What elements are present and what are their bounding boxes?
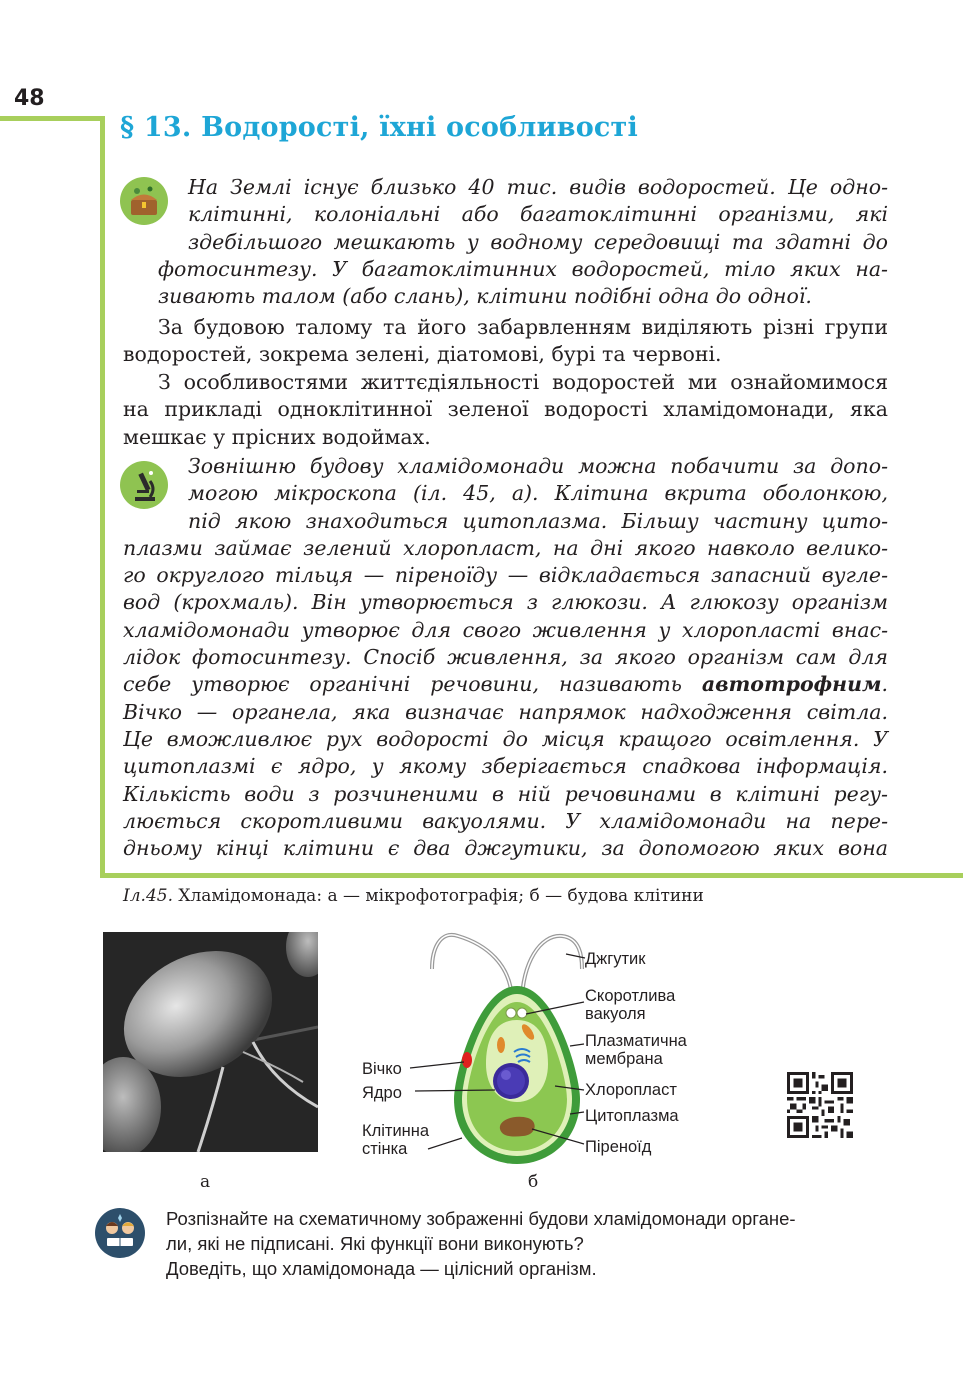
eyespot <box>462 1052 472 1068</box>
text-line: люється скоротливими вакуолями. У хламідомонади на пере- <box>123 808 888 833</box>
figure-number: Іл.45. <box>123 886 173 906</box>
text-line: плазми займає зелений хлоропласт, на дні якого навколо велико- <box>123 535 888 560</box>
text-line: За будовою талому та його забарвленням виділяють різні групи <box>158 315 888 339</box>
frame-left-rule <box>100 116 105 878</box>
text-line: го округлого тільця — піреноїду — відкладається запасний вугле- <box>123 563 888 588</box>
figure-caption-text: Хламідомонада: а — мікрофотографія; б — будова клітини <box>172 886 704 906</box>
text-line: на прикладі одноклітинної зеленої водорості хламідомонади, яка <box>123 397 888 422</box>
label-wall-2: стінка <box>362 1140 408 1158</box>
label-membrane-1: Плазматична <box>585 1032 687 1050</box>
groups-paragraph <box>123 314 888 369</box>
text-line: клітинні, колоніальні або багатоклітинні організми, які <box>188 202 888 227</box>
frame-bottom-rule <box>100 873 963 878</box>
cell-diagram <box>340 924 720 1173</box>
figure-caption <box>123 886 704 906</box>
text-line: зивають талом (або слань), клітини подібні одна до одної. <box>158 284 812 309</box>
label-membrane-2: мембрана <box>585 1050 663 1068</box>
label-eyespot: Вічко <box>362 1060 402 1078</box>
intro-paragraph <box>123 174 888 310</box>
label-chloroplast: Хлоропласт <box>585 1081 677 1099</box>
label-cytoplasm: Цитоплазма <box>585 1107 679 1125</box>
text-line: лідок фотосинтезу. Спосіб живлення, за якого організм сам для <box>123 645 888 670</box>
text-fragment: . <box>881 672 888 697</box>
micrograph-image <box>103 932 318 1152</box>
question-text <box>166 1206 896 1281</box>
text-line: дньому кінці клітини є два джгутики, за допомогою яких вона <box>123 836 888 861</box>
text-line: фотосинтезу. У багатоклітинних водоростей, тіло яких на- <box>158 256 888 281</box>
text-line: водоростей, зокрема зелені, діатомові, бурі та червоні. <box>123 342 722 367</box>
text-line-with-term <box>123 671 888 698</box>
label-vacuole-2: вакуоля <box>585 1005 646 1023</box>
text-line: цитоплазмі є ядро, у якому зберігається спадкова інформація. <box>123 754 888 779</box>
text-line: Вічко — органела, яка визначає напрямок надходження світла. <box>123 699 888 724</box>
contractile-vacuole <box>506 1008 516 1018</box>
text-fragment: себе утворює органічні речовини, називають <box>123 672 702 697</box>
text-line: здебільшого мешкають у водному середовищі та здатні до <box>188 229 888 254</box>
figure-label-a: а <box>200 1172 211 1192</box>
text-line: хламідомонади утворює для свого живлення у хлоропласті внас- <box>123 617 888 642</box>
text-line: мешкає у прісних водоймах. <box>123 424 431 449</box>
label-vacuole-1: Скоротлива <box>585 987 676 1005</box>
frame-top-rule <box>0 116 104 121</box>
text-line: Зовнішню будову хламідомонади можна побачити за допо- <box>188 454 888 478</box>
text-line: вод (крохмаль). Він утворюється з глюкози. А глюкозу організм <box>123 590 888 615</box>
text-line: могою мікроскопа (іл. 45, а). Клітина вкрита оболонкою, <box>188 481 888 506</box>
text-line: З особливостями життєдіяльності водоростей ми ознайомимося <box>158 370 888 394</box>
students-icon <box>95 1208 145 1258</box>
section-title: § 13. Водорості, їхні особливості <box>120 112 638 143</box>
chlamydomonas-intro-paragraph <box>123 369 888 451</box>
text-line: Це вможливлює рух водорості до місця кращого освітлення. У <box>123 726 888 751</box>
figure-label-b: б <box>528 1172 539 1192</box>
text-line: під якою знаходиться цитоплазма. Більшу частину цито- <box>188 508 888 533</box>
structure-paragraph <box>123 453 888 862</box>
flagellum-left <box>432 935 512 1002</box>
qr-code-icon[interactable] <box>787 1072 853 1138</box>
label-flagellum: Джгутик <box>585 950 646 968</box>
label-pyrenoid: Піреноїд <box>585 1138 652 1156</box>
question-line: Доведіть, що хламідомонада — цілісний організм. <box>166 1258 597 1279</box>
label-nucleus: Ядро <box>362 1084 402 1102</box>
question-line: Розпізнайте на схематичному зображенні будови хламідомонади органе- <box>166 1208 796 1229</box>
text-line: Кількість води з розчиненими в ній речовинами в клітині регу- <box>123 781 888 806</box>
key-term: автотрофним <box>701 672 882 697</box>
label-wall-1: Клітинна <box>362 1122 430 1140</box>
question-line: ли, які не підписані. Які функції вони виконують? <box>166 1233 584 1254</box>
text-line: На Землі існує близько 40 тис. видів водоростей. Це одно- <box>188 175 888 199</box>
page-number: 48 <box>14 86 45 111</box>
